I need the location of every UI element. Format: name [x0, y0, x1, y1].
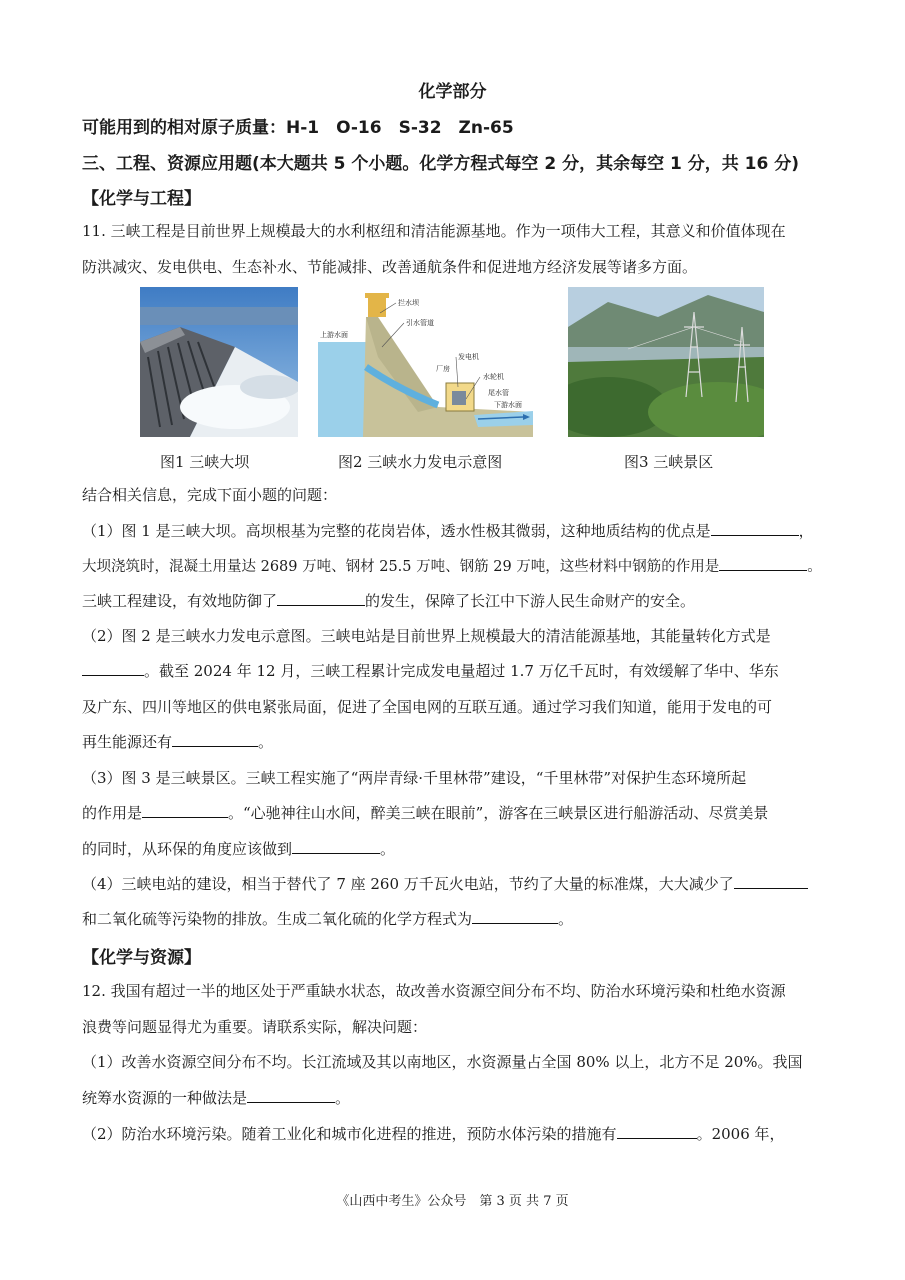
answer-blank[interactable] [711, 522, 799, 536]
q11-part1-line3: 三峡工程建设，有效地防御了 的发生，保障了长江中下游人民生命财产的安全。 [82, 592, 696, 610]
section-title: 化学部分 [418, 82, 487, 102]
answer-blank[interactable] [292, 840, 380, 854]
label-upstream: 上游水面 [320, 331, 348, 339]
label-turbine: 水轮机 [483, 373, 504, 381]
q11-part1-line1: （1）图 1 是三峡大坝。高坝根基为完整的花岗岩体，透水性极其微弱，这种地质结构的优点是 ， [82, 522, 814, 540]
q11-part2-line3: 及广东、四川等地区的供电紧张局面，促进了全国电网的互联互通。通过学习我们知道，能用于发电的可 [82, 698, 773, 716]
q11-part2-line2: 。截至 2024 年 12 月，三峡工程累计完成发电量超过 1.7 万亿千瓦时，有效缓解了华中、华东 [82, 660, 779, 681]
atomic-masses: 可能用到的相对原子质量：H-1 O-16 S-32 Zn-65 [82, 118, 514, 138]
page-footer: 《山西中考生》公众号 第 3 页 共 7 页 [336, 1194, 569, 1209]
q12-intro-1: 12. 我国有超过一半的地区处于严重缺水状态，故改善水资源空间分布不均、防治水环境污染和杜绝水资源 [82, 982, 786, 1000]
q11-intro-1: 11. 三峡工程是目前世界上规模最大的水利枢纽和清洁能源基地。作为一项伟大工程，其意义和价值体现在 [82, 222, 786, 240]
sub-heading-resources: 【化学与资源】 [82, 948, 201, 968]
answer-blank[interactable] [142, 804, 228, 818]
label-pipe: 引水管道 [406, 319, 434, 327]
part-heading: 三、工程、资源应用题(本大题共 5 个小题。化学方程式每空 2 分，其余每空 1 分，共 16 分) [82, 154, 800, 174]
answer-blank[interactable] [82, 662, 144, 676]
figure-1-dam-photo [140, 287, 298, 437]
sub-heading-engineering: 【化学与工程】 [82, 189, 201, 209]
caption-figure-2: 图2 三峡水力发电示意图 [338, 453, 503, 471]
q11-part3-line2: 的作用是 。“心驰神往山水间，醉美三峡在眼前”，游客在三峡景区进行船游活动、尽赏美景 [82, 804, 769, 822]
label-downstream: 下游水面 [494, 401, 522, 409]
label-tailpipe: 尾水管 [488, 389, 509, 397]
answer-blank[interactable] [734, 875, 808, 889]
answer-blank[interactable] [172, 733, 258, 747]
label-dam: 拦水坝 [398, 299, 419, 307]
answer-blank[interactable] [277, 592, 365, 606]
figure-2-hydro-diagram [318, 287, 533, 437]
q12-part1-line2: 统筹水资源的一种做法是 。 [82, 1089, 351, 1107]
label-generator: 发电机 [458, 353, 479, 361]
label-house: 厂房 [436, 365, 450, 373]
answer-blank[interactable] [719, 557, 807, 571]
q11-lead: 结合相关信息，完成下面小题的问题： [82, 486, 338, 504]
figure-3-scenic-photo [568, 287, 764, 437]
q11-part3-line1: （3）图 3 是三峡景区。三峡工程实施了“两岸青绿·千里林带”建设，“千里林带”对保护生态环境所起 [82, 769, 747, 787]
caption-figure-3: 图3 三峡景区 [624, 453, 714, 471]
q12-part2-line1: （2）防治水环境污染。随着工业化和城市化进程的推进，预防水体污染的措施有 。2006 年， [82, 1125, 785, 1143]
q11-part1-line2: 大坝浇筑时，混凝土用量达 2689 万吨、钢材 25.5 万吨、钢筋 29 万吨，这些材料中钢筋的作用是 。 [82, 559, 822, 575]
answer-blank[interactable] [617, 1125, 697, 1139]
q12-intro-2: 浪费等问题显得尤为重要。请联系实际，解决问题： [82, 1018, 428, 1036]
q11-part2-line4: 再生能源还有 。 [82, 733, 274, 751]
answer-blank[interactable] [472, 910, 558, 924]
q11-part2-line1: （2）图 2 是三峡水力发电示意图。三峡电站是目前世界上规模最大的清洁能源基地，其能量转化方式是 [82, 627, 771, 645]
caption-figure-1: 图1 三峡大坝 [160, 453, 250, 471]
q11-part4-line1: （4）三峡电站的建设，相当于替代了 7 座 260 万千瓦火电站，节约了大量的标准煤，大大减少了 [82, 873, 808, 894]
q11-part4-line2: 和二氧化硫等污染物的排放。生成二氧化硫的化学方程式为 。 [82, 910, 574, 928]
q11-intro-2: 防洪减灾、发电供电、生态补水、节能减排、改善通航条件和促进地方经济发展等诸多方面。 [82, 258, 698, 276]
q12-part1-line1: （1）改善水资源空间分布不均。长江流域及其以南地区，水资源量占全国 80% 以上，北方不足 20%。我国 [82, 1053, 803, 1071]
answer-blank[interactable] [247, 1089, 335, 1103]
q11-part3-line3: 的同时，从环保的角度应该做到 。 [82, 840, 396, 858]
